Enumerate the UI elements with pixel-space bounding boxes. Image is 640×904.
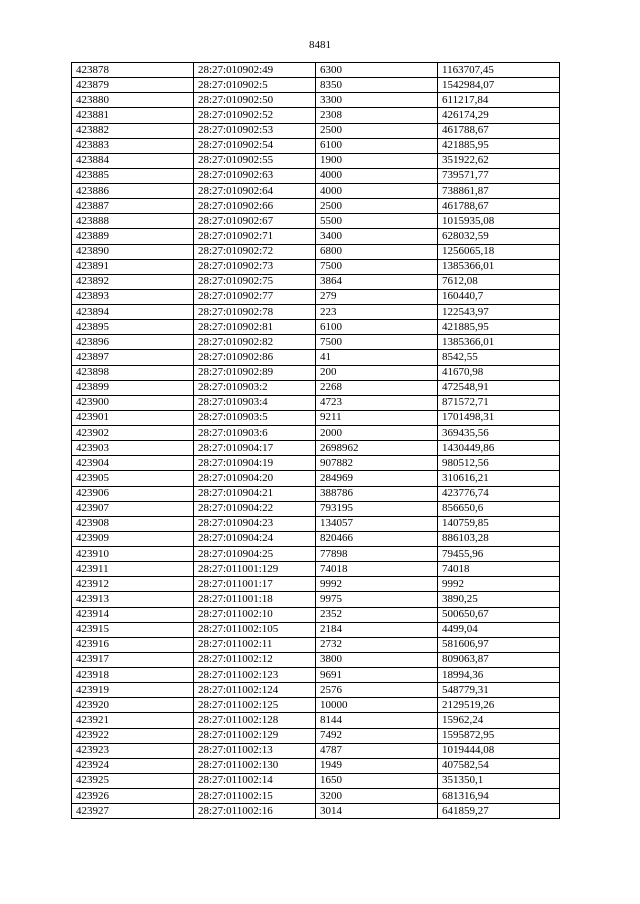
table-row [72,138,560,153]
row-number-cell: 423889 [72,229,194,244]
row-number-cell: 423899 [72,380,194,395]
cadastral-number-cell: 28:27:011002:123 [194,668,316,683]
row-number-cell: 423906 [72,486,194,501]
area-cell: 6100 [316,138,438,153]
cadastral-number-cell: 28:27:011002:12 [194,652,316,667]
cadastral-number-cell: 28:27:010904:22 [194,501,316,516]
row-number-cell: 423891 [72,259,194,274]
cadastral-value-cell: 3890,25 [438,592,560,607]
cadastral-value-cell: 8542,55 [438,350,560,365]
row-number-cell: 423887 [72,199,194,214]
row-number-cell: 423922 [72,728,194,743]
table-row [72,93,560,108]
cadastral-number-cell: 28:27:011001:129 [194,562,316,577]
cadastral-number-cell: 28:27:011001:17 [194,577,316,592]
area-cell: 4000 [316,168,438,183]
row-number-cell: 423920 [72,698,194,713]
cadastral-value-cell: 856650,6 [438,501,560,516]
cadastral-number-cell: 28:27:010902:71 [194,229,316,244]
row-number-cell: 423885 [72,168,194,183]
area-cell: 4787 [316,743,438,758]
table-row [72,123,560,138]
table-row [72,683,560,698]
table-row [72,531,560,546]
row-number-cell: 423927 [72,804,194,819]
cadastral-value-cell: 310616,21 [438,471,560,486]
row-number-cell: 423878 [72,63,194,78]
cadastral-value-cell: 407582,54 [438,758,560,773]
cadastral-value-cell: 548779,31 [438,683,560,698]
cadastral-value-cell: 611217,84 [438,93,560,108]
cadastral-number-cell: 28:27:010904:19 [194,456,316,471]
area-cell: 3014 [316,804,438,819]
table-row [72,773,560,788]
cadastral-number-cell: 28:27:011002:14 [194,773,316,788]
cadastral-number-cell: 28:27:010902:67 [194,214,316,229]
area-cell: 3400 [316,229,438,244]
table-row [72,637,560,652]
area-cell: 9211 [316,410,438,425]
row-number-cell: 423925 [72,773,194,788]
row-number-cell: 423892 [72,274,194,289]
cadastral-number-cell: 28:27:010902:82 [194,335,316,350]
row-number-cell: 423926 [72,789,194,804]
table-row [72,562,560,577]
row-number-cell: 423883 [72,138,194,153]
table-row [72,244,560,259]
cadastral-value-cell: 351350,1 [438,773,560,788]
cadastral-value-cell: 7612,08 [438,274,560,289]
table-row [72,365,560,380]
cadastral-value-cell: 1595872,95 [438,728,560,743]
cadastral-number-cell: 28:27:010904:17 [194,441,316,456]
area-cell: 1650 [316,773,438,788]
cadastral-value-cell: 2129519,26 [438,698,560,713]
table-row [72,320,560,335]
area-cell: 7500 [316,335,438,350]
table-row [72,168,560,183]
area-cell: 9691 [316,668,438,683]
cadastral-number-cell: 28:27:010902:55 [194,153,316,168]
row-number-cell: 423898 [72,365,194,380]
row-number-cell: 423890 [72,244,194,259]
cadastral-value-cell: 980512,56 [438,456,560,471]
area-cell: 10000 [316,698,438,713]
row-number-cell: 423894 [72,305,194,320]
table-row [72,486,560,501]
cadastral-number-cell: 28:27:011002:130 [194,758,316,773]
area-cell: 1900 [316,153,438,168]
row-number-cell: 423881 [72,108,194,123]
cadastral-number-cell: 28:27:011001:18 [194,592,316,607]
cadastral-number-cell: 28:27:010903:5 [194,410,316,425]
cadastral-value-cell: 41670,98 [438,365,560,380]
cadastral-number-cell: 28:27:010904:20 [194,471,316,486]
area-cell: 2352 [316,607,438,622]
cadastral-number-cell: 28:27:010902:5 [194,78,316,93]
cadastral-value-cell: 461788,67 [438,199,560,214]
table-body [72,63,560,819]
cadastral-number-cell: 28:27:010902:73 [194,259,316,274]
cadastral-number-cell: 28:27:011002:15 [194,789,316,804]
cadastral-value-cell: 1019444,08 [438,743,560,758]
cadastral-number-cell: 28:27:010902:54 [194,138,316,153]
cadastral-value-cell: 738861,87 [438,184,560,199]
cadastral-number-cell: 28:27:010902:63 [194,168,316,183]
table-row [72,607,560,622]
table-row [72,274,560,289]
cadastral-value-cell: 809063,87 [438,652,560,667]
cadastral-number-cell: 28:27:010902:77 [194,289,316,304]
area-cell: 3200 [316,789,438,804]
cadastral-value-cell: 15962,24 [438,713,560,728]
area-cell: 3300 [316,93,438,108]
cadastral-number-cell: 28:27:010902:81 [194,320,316,335]
cadastral-value-cell: 871572,71 [438,395,560,410]
table-row [72,728,560,743]
area-cell: 6300 [316,63,438,78]
row-number-cell: 423910 [72,547,194,562]
table-row [72,713,560,728]
table-row [72,289,560,304]
row-number-cell: 423882 [72,123,194,138]
row-number-cell: 423923 [72,743,194,758]
cadastral-number-cell: 28:27:011002:128 [194,713,316,728]
cadastral-value-cell: 79455,96 [438,547,560,562]
cadastral-value-cell: 581606,97 [438,637,560,652]
cadastral-value-cell: 461788,67 [438,123,560,138]
cadastral-number-cell: 28:27:010902:86 [194,350,316,365]
table-row [72,350,560,365]
page-number: 8481 [309,39,331,51]
cadastral-value-cell: 1163707,45 [438,63,560,78]
row-number-cell: 423903 [72,441,194,456]
table-row [72,410,560,425]
row-number-cell: 423914 [72,607,194,622]
cadastral-value-cell: 641859,27 [438,804,560,819]
cadastral-value-cell: 421885,95 [438,320,560,335]
row-number-cell: 423915 [72,622,194,637]
area-cell: 200 [316,365,438,380]
table-row [72,804,560,819]
cadastral-value-cell: 122543,97 [438,305,560,320]
area-cell: 284969 [316,471,438,486]
cadastral-value-cell: 369435,56 [438,426,560,441]
cadastral-number-cell: 28:27:011002:13 [194,743,316,758]
area-cell: 2184 [316,622,438,637]
cadastral-value-cell: 1385366,01 [438,335,560,350]
cadastral-number-cell: 28:27:010903:2 [194,380,316,395]
table-row [72,743,560,758]
area-cell: 7500 [316,259,438,274]
row-number-cell: 423908 [72,516,194,531]
table-row [72,395,560,410]
table-row [72,214,560,229]
cadastral-value-table [71,62,560,819]
cadastral-value-cell: 628032,59 [438,229,560,244]
cadastral-value-cell: 426174,29 [438,108,560,123]
cadastral-value-cell: 1430449,86 [438,441,560,456]
cadastral-value-cell: 4499,04 [438,622,560,637]
area-cell: 2698962 [316,441,438,456]
area-cell: 2000 [316,426,438,441]
table-row [72,668,560,683]
cadastral-number-cell: 28:27:010904:23 [194,516,316,531]
table-row [72,153,560,168]
table-row [72,789,560,804]
cadastral-value-cell: 1256065,18 [438,244,560,259]
table-row [72,335,560,350]
area-cell: 2732 [316,637,438,652]
area-cell: 5500 [316,214,438,229]
table-row [72,652,560,667]
row-number-cell: 423921 [72,713,194,728]
table-row [72,78,560,93]
cadastral-value-cell: 18994,36 [438,668,560,683]
table-row [72,199,560,214]
table-row [72,577,560,592]
row-number-cell: 423897 [72,350,194,365]
cadastral-value-cell: 739571,77 [438,168,560,183]
cadastral-value-cell: 74018 [438,562,560,577]
cadastral-number-cell: 28:27:010902:53 [194,123,316,138]
cadastral-value-cell: 886103,28 [438,531,560,546]
area-cell: 74018 [316,562,438,577]
table-row [72,516,560,531]
cadastral-number-cell: 28:27:010902:89 [194,365,316,380]
area-cell: 4000 [316,184,438,199]
row-number-cell: 423918 [72,668,194,683]
table-row [72,305,560,320]
row-number-cell: 423900 [72,395,194,410]
area-cell: 2308 [316,108,438,123]
area-cell: 4723 [316,395,438,410]
table-row [72,108,560,123]
table-row [72,63,560,78]
table-row [72,501,560,516]
cadastral-number-cell: 28:27:011002:124 [194,683,316,698]
row-number-cell: 423893 [72,289,194,304]
row-number-cell: 423919 [72,683,194,698]
cadastral-value-cell: 1015935,08 [438,214,560,229]
cadastral-number-cell: 28:27:011002:129 [194,728,316,743]
area-cell: 8350 [316,78,438,93]
table-row [72,184,560,199]
area-cell: 3864 [316,274,438,289]
area-cell: 2500 [316,199,438,214]
table-row [72,426,560,441]
cadastral-number-cell: 28:27:010903:6 [194,426,316,441]
cadastral-number-cell: 28:27:010904:25 [194,547,316,562]
row-number-cell: 423907 [72,501,194,516]
cadastral-value-cell: 1701498,31 [438,410,560,425]
area-cell: 2500 [316,123,438,138]
cadastral-number-cell: 28:27:010902:64 [194,184,316,199]
table-row [72,380,560,395]
row-number-cell: 423916 [72,637,194,652]
cadastral-number-cell: 28:27:011002:16 [194,804,316,819]
table-row [72,592,560,607]
area-cell: 3800 [316,652,438,667]
row-number-cell: 423901 [72,410,194,425]
cadastral-number-cell: 28:27:010902:78 [194,305,316,320]
area-cell: 7492 [316,728,438,743]
table-row [72,698,560,713]
table-row [72,229,560,244]
cadastral-number-cell: 28:27:010903:4 [194,395,316,410]
table-row [72,471,560,486]
area-cell: 793195 [316,501,438,516]
row-number-cell: 423905 [72,471,194,486]
area-cell: 41 [316,350,438,365]
cadastral-value-cell: 140759,85 [438,516,560,531]
row-number-cell: 423911 [72,562,194,577]
cadastral-number-cell: 28:27:010904:24 [194,531,316,546]
row-number-cell: 423909 [72,531,194,546]
area-cell: 820466 [316,531,438,546]
cadastral-value-cell: 681316,94 [438,789,560,804]
row-number-cell: 423896 [72,335,194,350]
table-row [72,441,560,456]
area-cell: 1949 [316,758,438,773]
row-number-cell: 423886 [72,184,194,199]
table-row [72,547,560,562]
row-number-cell: 423904 [72,456,194,471]
cadastral-value-cell: 1542984,07 [438,78,560,93]
cadastral-number-cell: 28:27:011002:10 [194,607,316,622]
cadastral-value-cell: 351922,62 [438,153,560,168]
area-cell: 907882 [316,456,438,471]
table-row [72,259,560,274]
cadastral-number-cell: 28:27:010902:75 [194,274,316,289]
cadastral-value-cell: 500650,67 [438,607,560,622]
cadastral-value-cell: 423776,74 [438,486,560,501]
row-number-cell: 423913 [72,592,194,607]
area-cell: 134057 [316,516,438,531]
row-number-cell: 423888 [72,214,194,229]
area-cell: 9992 [316,577,438,592]
cadastral-number-cell: 28:27:011002:11 [194,637,316,652]
area-cell: 77898 [316,547,438,562]
row-number-cell: 423880 [72,93,194,108]
row-number-cell: 423902 [72,426,194,441]
cadastral-number-cell: 28:27:011002:125 [194,698,316,713]
area-cell: 279 [316,289,438,304]
cadastral-number-cell: 28:27:010902:49 [194,63,316,78]
table-row [72,758,560,773]
area-cell: 223 [316,305,438,320]
cadastral-value-cell: 1385366,01 [438,259,560,274]
row-number-cell: 423924 [72,758,194,773]
area-cell: 2268 [316,380,438,395]
table-row [72,456,560,471]
table-row [72,622,560,637]
cadastral-number-cell: 28:27:011002:105 [194,622,316,637]
row-number-cell: 423879 [72,78,194,93]
cadastral-value-cell: 472548,91 [438,380,560,395]
cadastral-number-cell: 28:27:010904:21 [194,486,316,501]
cadastral-number-cell: 28:27:010902:72 [194,244,316,259]
cadastral-value-cell: 421885,95 [438,138,560,153]
area-cell: 6100 [316,320,438,335]
cadastral-value-cell: 160440,7 [438,289,560,304]
cadastral-value-cell: 9992 [438,577,560,592]
row-number-cell: 423912 [72,577,194,592]
row-number-cell: 423884 [72,153,194,168]
cadastral-number-cell: 28:27:010902:52 [194,108,316,123]
area-cell: 6800 [316,244,438,259]
area-cell: 388786 [316,486,438,501]
area-cell: 8144 [316,713,438,728]
cadastral-number-cell: 28:27:010902:66 [194,199,316,214]
row-number-cell: 423895 [72,320,194,335]
cadastral-number-cell: 28:27:010902:50 [194,93,316,108]
row-number-cell: 423917 [72,652,194,667]
area-cell: 2576 [316,683,438,698]
area-cell: 9975 [316,592,438,607]
